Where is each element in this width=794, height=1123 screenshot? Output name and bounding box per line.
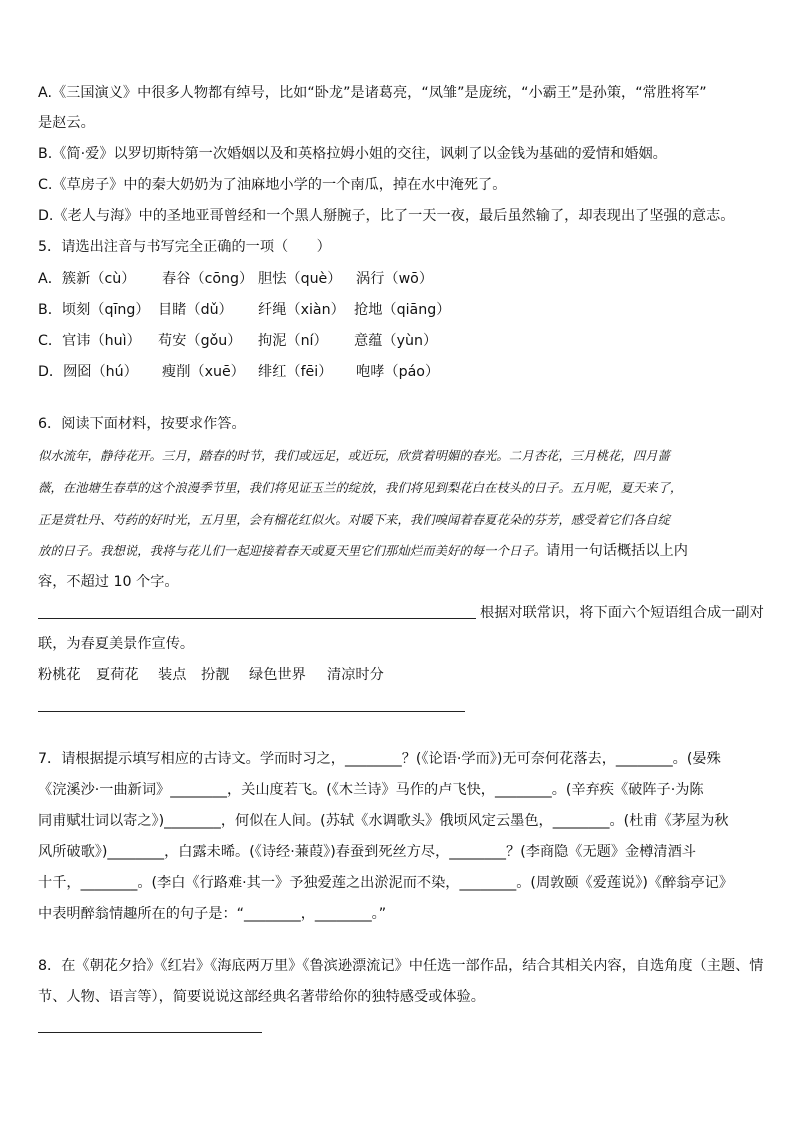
q5-option-a: [38, 269, 433, 289]
q8-line2: 节、人物、语言等），简要说说这部经典名著带给你的独特感受或体验。: [38, 989, 485, 1005]
q4-option-d: D.《老人与海》中的圣地亚哥曾经和一个黑人掰腕子，比了一天一夜，最后虽然输了，却表现出了坚强的意志。: [38, 208, 735, 224]
q5-stem: 5．请选出注音与书写完全正确的一项（ ）: [38, 239, 331, 255]
q5-c-item2: 苟安（gǒu）: [158, 333, 242, 349]
q7-line6: 中表明醉翁情趣所在的句子是：“________，________。”: [38, 906, 387, 922]
q4-option-c: C.《草房子》中的秦大奶奶为了油麻地小学的一个南瓜，掉在水中淹死了。: [38, 177, 507, 193]
q6-task2-end: 联，为春夏美景作宣传。: [38, 636, 195, 652]
q5-c-item1: C．官讳（huì）: [38, 333, 141, 349]
q8-answer-line[interactable]: [38, 1032, 262, 1033]
q7-line3: 同甫赋壮词以寄之》)________，何似在人间。(苏轼《水调歌头》俄顷风定云墨色，________。(杜甫《茅屋为秋: [38, 813, 729, 829]
q6-stem: 6．阅读下面材料，按要求作答。: [38, 416, 246, 432]
q6-material-line4: [38, 541, 688, 561]
q6-material-line4-hand: 放的日子。我想说，我将与花儿们一起迎接着春天或夏天里它们那灿烂而美好的每一个日子。: [38, 543, 547, 558]
q7-line2: 《浣溪沙·一曲新词》________，关山度若飞。(《木兰诗》马作的卢飞快，________。(辛弃疾《破阵子·为陈: [38, 782, 704, 798]
q7-line5: 十千，________。(李白《行路难·其一》予独爱莲之出淤泥而不染，________。(周敦颐《爱莲说》)《醉翁亭记》: [38, 875, 734, 891]
q5-b-item3: 纤绳（xiàn）: [258, 302, 345, 318]
q6-task2-start: 根据对联常识，将下面六个短语组合成一副对: [480, 605, 764, 621]
q7-line4: 风所破歌》)________，白露未晞。(《诗经·蒹葭》)春蚕到死丝方尽，________？(李商隐《无题》金樽清酒斗: [38, 844, 696, 860]
q5-c-item4: 意蕴（yùn）: [354, 333, 438, 349]
q6-phrase-4: 扮靓: [201, 667, 230, 683]
q5-option-d: [38, 362, 439, 382]
q6-phrase-2: 夏荷花: [96, 667, 139, 683]
q5-option-c: [38, 331, 437, 351]
q5-a-item2: 春谷（cōng）: [162, 271, 254, 287]
q5-a-item4: 涡行（wō）: [356, 271, 434, 287]
q5-d-item3: 绯红（fēi）: [258, 364, 333, 380]
q6-material-line1: 似水流年，静待花开。三月，踏春的时节，我们或远足，或近玩，欣赏着明媚的春光。二月杏花，三月桃花，四月蔷: [38, 448, 670, 463]
q5-c-item3: 拘泥（ní）: [258, 333, 328, 349]
q6-phrase-1: 粉桃花: [38, 667, 81, 683]
q6-phrase-3: 装点: [158, 667, 187, 683]
q5-d-item2: 瘦削（xuē）: [162, 364, 245, 380]
q6-phrase-5: 绿色世界: [249, 667, 306, 683]
q6-phrases: [38, 665, 384, 685]
q4-option-a-line2: 是赵云。: [38, 115, 95, 131]
q6-answer-line-2[interactable]: [38, 711, 465, 712]
q5-a-item1: A．簇新（cù）: [38, 271, 136, 287]
q5-d-item1: D．囫囵（hú）: [38, 364, 138, 380]
q4-option-a-line1: A.《三国演义》中很多人物都有绰号，比如“卧龙”是诸葛亮，“凤雏”是庞统，“小霸王”是孙策，“常胜将军”: [38, 85, 707, 101]
q5-option-b: [38, 300, 450, 320]
q5-b-item1: B．顷刻（qīng）: [38, 302, 150, 318]
q6-phrase-6: 清凉时分: [327, 667, 384, 683]
q7-line1: 7．请根据提示填写相应的古诗文。学而时习之，________？(《论语·学而》)无可奈何花落去，________。(晏殊: [38, 751, 721, 767]
q8-line1: 8．在《朝花夕拾》《红岩》《海底两万里》《鲁滨逊漂流记》中任选一部作品，结合其相关内容，自选角度（主题、情: [38, 958, 764, 974]
q4-option-b: B.《简·爱》以罗切斯特第一次婚姻以及和英格拉姆小姐的交往，讽刺了以金钱为基础的爱情和婚姻。: [38, 146, 667, 162]
q6-task1-end: 容，不超过 10 个字。: [38, 574, 179, 590]
q5-d-item4: 咆哮（páo）: [356, 364, 440, 380]
q5-b-item2: 目睹（dǔ）: [158, 302, 233, 318]
q6-material-line3: 正是赏牡丹、芍药的好时光，五月里，会有榴花红似火。对暖下来，我们嗅闻着春夏花朵的芬芳，感受着它们各自绽: [38, 512, 670, 527]
q6-answer-line-1[interactable]: [38, 618, 476, 619]
q6-material-line2: 薇，在池塘生春草的这个浪漫季节里，我们将见证玉兰的绽放，我们将见到梨花白在枝头的日子。五月呢，夏天来了，: [38, 480, 683, 495]
q5-a-item3: 胆怯（què）: [258, 271, 342, 287]
q6-task1-start: 请用一句话概括以上内: [546, 543, 688, 559]
q5-b-item4: 抢地（qiāng）: [354, 302, 451, 318]
